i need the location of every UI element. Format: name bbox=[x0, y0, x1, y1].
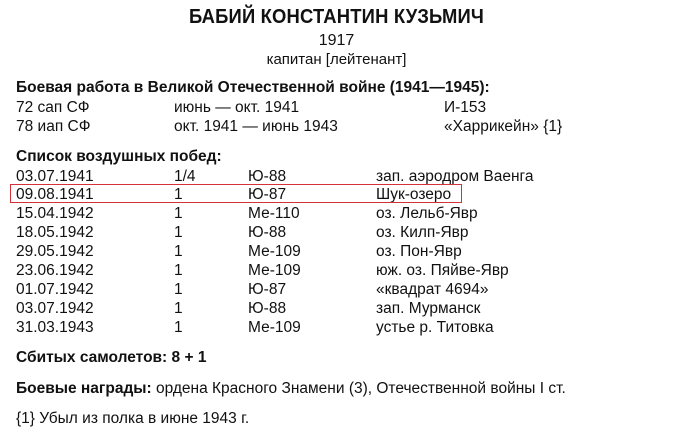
shot-down-total: Сбитых самолетов: 8 + 1 bbox=[16, 349, 207, 366]
place-cell: оз. Лельб-Явр bbox=[376, 205, 478, 222]
count-cell: 1 bbox=[174, 205, 183, 222]
birth-year: 1917 bbox=[318, 32, 355, 49]
aircraft-type-cell: Ме-110 bbox=[248, 205, 300, 222]
awards-line bbox=[16, 380, 566, 398]
awards-text: ордена Красного Знамени (3), Отечественной войны I ст. bbox=[151, 380, 566, 397]
victory-row bbox=[16, 243, 673, 261]
count-cell: 1 bbox=[174, 300, 183, 317]
date-cell: 09.08.1941 bbox=[16, 186, 94, 203]
victory-row bbox=[16, 262, 673, 280]
date-cell: 03.07.1941 bbox=[16, 168, 94, 185]
place-cell: юж. оз. Пяйве-Явр bbox=[376, 262, 509, 279]
date-cell: 03.07.1942 bbox=[16, 300, 94, 317]
date-cell: 18.05.1942 bbox=[16, 224, 94, 241]
place-cell: Шук-озеро bbox=[376, 186, 452, 203]
count-cell: 1 bbox=[174, 281, 183, 298]
victory-row bbox=[16, 300, 673, 318]
combat-work-row bbox=[16, 99, 673, 117]
count-cell: 1 bbox=[174, 262, 183, 279]
awards-label: Боевые награды: bbox=[16, 380, 152, 397]
combat-work-title: Боевая работа в Великой Отечественной войне (1941—1945): bbox=[16, 79, 490, 96]
aircraft-type-cell: Ю-87 bbox=[248, 186, 287, 203]
aircraft-type-cell: Ме-109 bbox=[248, 319, 301, 336]
row-highlight-box bbox=[10, 184, 462, 203]
victory-row bbox=[16, 281, 673, 299]
aircraft-cell: «Харрикейн» {1} bbox=[444, 118, 563, 135]
period-cell: окт. 1941 — июнь 1943 bbox=[174, 118, 338, 135]
unit-cell: 72 сап СФ bbox=[16, 99, 90, 116]
date-cell: 23.06.1942 bbox=[16, 262, 94, 279]
aircraft-type-cell: Ме-109 bbox=[248, 262, 301, 279]
place-cell: оз. Пон-Явр bbox=[376, 243, 462, 260]
aircraft-type-cell: Ме-109 bbox=[248, 243, 301, 260]
place-cell: зап. аэродром Ваенга bbox=[376, 168, 534, 185]
victory-row bbox=[16, 205, 673, 223]
aircraft-type-cell: Ю-88 bbox=[248, 168, 287, 185]
place-cell: «квадрат 4694» bbox=[376, 281, 489, 298]
date-cell: 31.03.1943 bbox=[16, 319, 94, 336]
aircraft-type-cell: Ю-88 bbox=[248, 224, 287, 241]
period-cell: июнь — окт. 1941 bbox=[174, 99, 300, 116]
aircraft-type-cell: Ю-88 bbox=[248, 300, 287, 317]
date-cell: 01.07.1942 bbox=[16, 281, 94, 298]
victory-row bbox=[16, 224, 673, 242]
unit-cell: 78 иап СФ bbox=[16, 118, 91, 135]
combat-work-row bbox=[16, 118, 673, 136]
count-cell: 1 bbox=[174, 243, 183, 260]
place-cell: зап. Мурманск bbox=[376, 300, 481, 317]
victory-row bbox=[16, 319, 673, 337]
count-cell: 1/4 bbox=[174, 168, 196, 185]
count-cell: 1 bbox=[174, 319, 183, 336]
count-cell: 1 bbox=[174, 186, 183, 203]
place-cell: оз. Килп-Явр bbox=[376, 224, 469, 241]
aircraft-type-cell: Ю-87 bbox=[248, 281, 287, 298]
aircraft-cell: И-153 bbox=[444, 99, 487, 116]
date-cell: 29.05.1942 bbox=[16, 243, 94, 260]
military-rank: капитан [лейтенант] bbox=[266, 51, 407, 68]
victories-title: Список воздушных побед: bbox=[16, 148, 222, 165]
count-cell: 1 bbox=[174, 224, 183, 241]
footnote: {1} Убыл из полка в июне 1943 г. bbox=[16, 410, 250, 427]
pilot-name: БАБИЙ КОНСТАНТИН КУЗЬМИЧ bbox=[188, 6, 485, 28]
date-cell: 15.04.1942 bbox=[16, 205, 94, 222]
place-cell: устье р. Титовка bbox=[376, 319, 494, 336]
